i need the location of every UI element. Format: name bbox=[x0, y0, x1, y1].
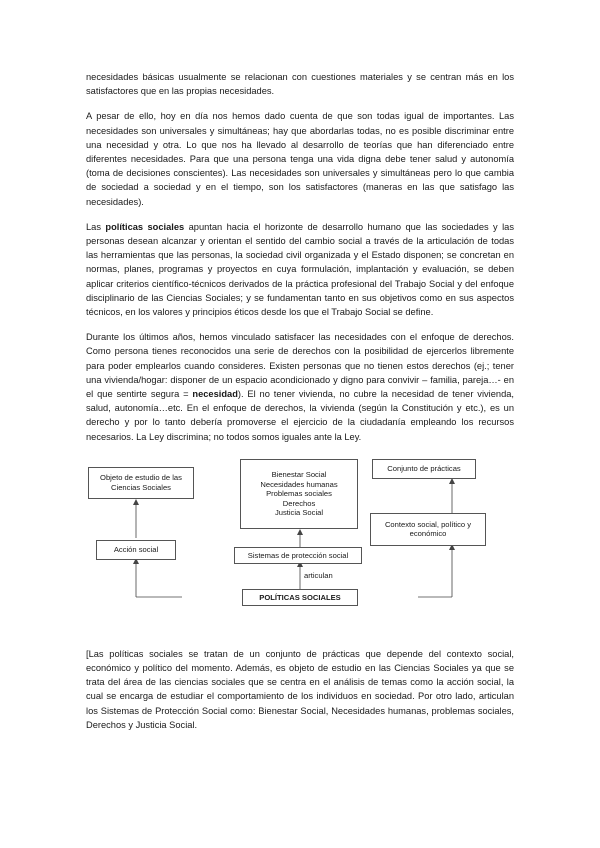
sistemas-proteccion-label: Sistemas de protección social bbox=[247, 550, 349, 560]
contexto-line1: Contexto social, político y bbox=[384, 519, 472, 529]
paragraph-1: A pesar de ello, hoy en día nos hemos dado cuenta de que son todas igual de importantes. Las necesidades son universales y simultáneas; hay que abordarlas todas, no es posible discriminar entre una necesidad y otra. Lo que nos ha llevado al desarrollo de teorías que han diferenciado entre diferentes necesidades. Para que una persona tenga una vida digna debe tener salud y autonomía (toma de decisiones conscientes). Las necesidades son universales y simultáneas pero lo que cambia de sociedad a sociedad y en el tiempo, son los satisfactores (maneras en las que satisfago las necesidades). bbox=[86, 111, 514, 207]
conjunto-practicas-box bbox=[372, 459, 476, 479]
politicas-sociales-bold: políticas sociales bbox=[105, 221, 185, 232]
objeto-estudio-line2: Ciencias Sociales bbox=[111, 482, 171, 492]
derechos-item: Derechos bbox=[282, 498, 316, 508]
politicas-sociales-box bbox=[242, 589, 358, 606]
objeto-estudio-box bbox=[88, 467, 194, 499]
paragraph-2 bbox=[86, 220, 514, 319]
center-items-box bbox=[240, 459, 358, 529]
paragraph-3-post: ). El no tener vivienda, no cubre la necesidad de tener vivienda, salud, autonomía…etc. En el enfoque de derechos, la vivienda (según la Constitución y etc.), es un derecho y por lo tanto debería promoverse el ejercicio de la ciudadanía empleando los recursos necesarios. La Ley discrimina; no todos somos iguales ante la Ley. bbox=[86, 389, 514, 442]
bienestar-social-item: Bienestar Social bbox=[271, 470, 327, 480]
articulan-label: articulan bbox=[304, 570, 333, 580]
politicas-sociales-label: POLÍTICAS SOCIALES bbox=[259, 592, 341, 602]
paragraph-3 bbox=[86, 330, 514, 444]
paragraph-0: necesidades básicas usualmente se relacionan con cuestiones materiales y se centran más en los satisfactores que en las propias necesidades. bbox=[86, 72, 514, 97]
concept-diagram bbox=[86, 455, 514, 633]
sistemas-proteccion-box bbox=[234, 547, 362, 564]
accion-social-box bbox=[96, 540, 176, 560]
justicia-social-item: Justicia Social bbox=[274, 507, 324, 517]
contexto-box bbox=[370, 513, 486, 546]
problemas-sociales-item: Problemas sociales bbox=[266, 489, 332, 499]
conjunto-practicas-label: Conjunto de prácticas bbox=[387, 464, 461, 474]
paragraph-2-pre: Las bbox=[86, 221, 106, 232]
objeto-estudio-line1: Objeto de estudio de las bbox=[100, 473, 182, 483]
paragraph-4: [Las políticas sociales se tratan de un conjunto de prácticas que depende del contexto social, económico y político del momento. Además, es objeto de estudio en las Ciencias Sociales ya que se trata del área de las ciencias sociales que se centra en el análisis de temas como la acción social, la cual se encarga de estudiar el comportamiento de los individuos en sociedad. Por otro lado, articulan los Sistemas de Protección Social como: Bienestar Social, Necesidades humanas, problemas sociales, Derechos y Justicia Social. bbox=[86, 648, 514, 730]
paragraph-3-pre: Durante los últimos años, hemos vinculado satisfacer las necesidades con el enfoque de derechos. Como persona tienes reconocidos una serie de derechos con la posibilidad de ejercerlos libremente para poder emplearlos cuando consideres. Existen personas que no tienen estos derechos (ej.; tener una vivienda/hogar: disponer de un espacio acondicionado y digno para convivir – familia, pareja…- en el que sentirte segura = bbox=[86, 332, 514, 400]
paragraph-2-post: apuntan hacia el horizonte de desarrollo humano que las sociedades y las personas desean alcanzar y orientan el sentido del cambio social a través de la articulación de todas las herramientas que las personas, la sociedad civil organizada y el Estado disponen; se concretan en normas, planes, programas y proyectos en cuya formulación, implantación y evaluación, se deben aplicar criterios científico-técnicos derivados de la práctica profesional del Trabajo Social y del enfoque disciplinario de las Ciencias Sociales; y se fundamentan tanto en sus objetivos como en sus aspectos técnicos, en los valores y principios éticos desde los que el Trabajo Social se define. bbox=[86, 221, 514, 318]
necesidad-bold: necesidad bbox=[192, 389, 238, 400]
document-page bbox=[86, 70, 514, 743]
contexto-line2: económico bbox=[409, 529, 447, 539]
necesidades-humanas-item: Necesidades humanas bbox=[260, 479, 338, 489]
accion-social-label: Acción social bbox=[113, 545, 159, 555]
